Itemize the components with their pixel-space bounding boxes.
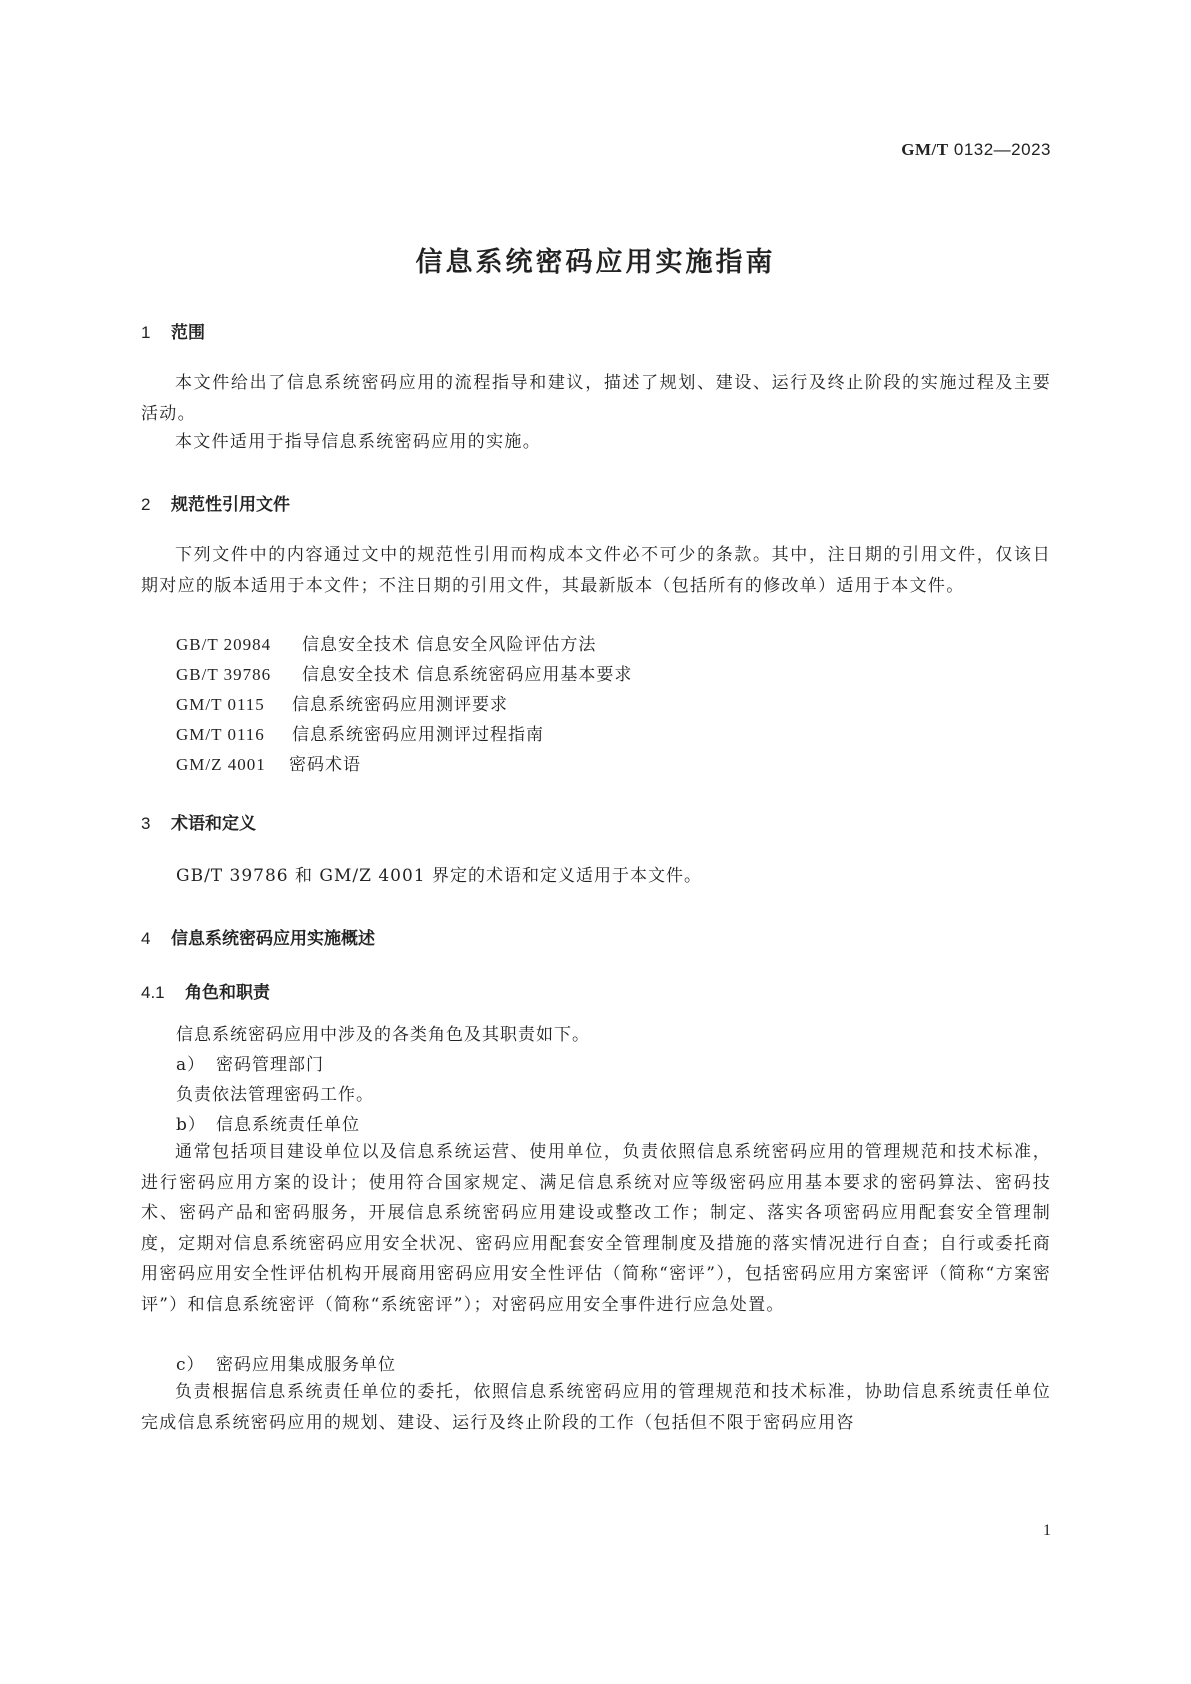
section-1-number: 1 bbox=[141, 323, 151, 342]
ref-title: 密码术语 bbox=[289, 755, 361, 775]
role-item-desc: 通常包括项目建设单位以及信息系统运营、使用单位，负责依照信息系统密码应用的管理规范和技术标准，进行密码应用方案的设计；使用符合国家规定、满足信息系统对应等级密码应用基本要求的密码算法、密码技术、密码产品和密码服务，开展信息系统密码应用建设或整改工作；制定、落实各项密码应用配套安全管理制度，定期对信息系统密码应用安全状况、密码应用配套安全管理制度及措施的落实情况进行自查；自行或委托商用密码应用安全性评估机构开展商用密码应用安全性评估（简称“密评”），包括密码应用方案密评（简称“方案密评”）和信息系统密评（简称“系统密评”）；对密码应用安全事件进行应急处置。 bbox=[141, 1142, 1051, 1315]
section-1-para-1: 本文件给出了信息系统密码应用的流程指导和建议，描述了规划、建设、运行及终止阶段的实施过程及主要活动。 bbox=[141, 373, 1051, 424]
section-2-intro: 下列文件中的内容通过文中的规范性引用而构成本文件必不可少的条款。其中，注日期的引用文件，仅该日期对应的版本适用于本文件；不注日期的引用文件，其最新版本（包括所有的修改单）适用于本文件。 bbox=[141, 545, 1051, 596]
ref-item bbox=[176, 630, 596, 655]
role-item-name: 信息系统责任单位 bbox=[216, 1115, 360, 1135]
ref-item bbox=[176, 750, 361, 775]
ref-item bbox=[176, 690, 508, 715]
section-3-title: 术语和定义 bbox=[171, 814, 256, 834]
section-3-number: 3 bbox=[141, 814, 151, 833]
section-2-title: 规范性引用文件 bbox=[171, 495, 290, 515]
section-2-number: 2 bbox=[141, 495, 151, 514]
ref-title: 信息系统密码应用测评过程指南 bbox=[292, 725, 544, 745]
ref-code: GM/Z 4001 bbox=[176, 755, 266, 774]
section-4-1-heading bbox=[141, 978, 270, 1003]
document-title: 信息系统密码应用实施指南 bbox=[415, 247, 776, 278]
ref-code: GB/T 39786 bbox=[176, 665, 272, 684]
ref-item bbox=[176, 660, 632, 685]
section-4-heading bbox=[141, 924, 375, 949]
section-1-title: 范围 bbox=[171, 323, 205, 343]
standard-number bbox=[901, 140, 1051, 160]
ref-title: 信息安全技术 信息系统密码应用基本要求 bbox=[302, 665, 633, 685]
role-item-desc: 负责根据信息系统责任单位的委托，依照信息系统密码应用的管理规范和技术标准，协助信息系统责任单位完成信息系统密码应用的规划、建设、运行及终止阶段的工作（包括但不限于密码应用咨 bbox=[141, 1382, 1051, 1433]
section-2-heading bbox=[141, 490, 290, 515]
role-item-marker: a） bbox=[176, 1055, 206, 1075]
role-item-label bbox=[176, 1050, 324, 1075]
page-number: 1 bbox=[1043, 1522, 1051, 1539]
ref-code: GM/T 0115 bbox=[176, 695, 265, 714]
ref-title: 信息系统密码应用测评要求 bbox=[292, 695, 508, 715]
ref-code: GB/T 20984 bbox=[176, 635, 272, 654]
role-item-marker: c） bbox=[176, 1355, 205, 1375]
section-3-heading bbox=[141, 809, 256, 834]
section-4-1-intro: 信息系统密码应用中涉及的各类角色及其职责如下。 bbox=[176, 1025, 590, 1045]
role-item-marker: b） bbox=[176, 1115, 206, 1135]
section-4-1-number: 4.1 bbox=[141, 983, 165, 1002]
ref-title: 信息安全技术 信息安全风险评估方法 bbox=[302, 635, 597, 655]
section-4-1-title: 角色和职责 bbox=[185, 983, 270, 1003]
section-4-number: 4 bbox=[141, 929, 151, 948]
section-1-para-2: 本文件适用于指导信息系统密码应用的实施。 bbox=[175, 432, 541, 452]
role-item-label bbox=[176, 1110, 360, 1135]
standard-code: 0132—2023 bbox=[953, 140, 1051, 159]
ref-code: GM/T 0116 bbox=[176, 725, 265, 744]
section-1-heading bbox=[141, 318, 205, 343]
role-item-label bbox=[176, 1350, 396, 1375]
standard-prefix: GM/T bbox=[901, 140, 949, 159]
role-item-name: 密码应用集成服务单位 bbox=[216, 1355, 396, 1375]
ref-item bbox=[176, 720, 544, 745]
role-item-name: 密码管理部门 bbox=[216, 1055, 324, 1075]
role-item-desc: 负责依法管理密码工作。 bbox=[176, 1085, 374, 1105]
section-3-para: GB/T 39786 和 GM/Z 4001 界定的术语和定义适用于本文件。 bbox=[176, 866, 703, 886]
section-4-title: 信息系统密码应用实施概述 bbox=[171, 929, 375, 949]
